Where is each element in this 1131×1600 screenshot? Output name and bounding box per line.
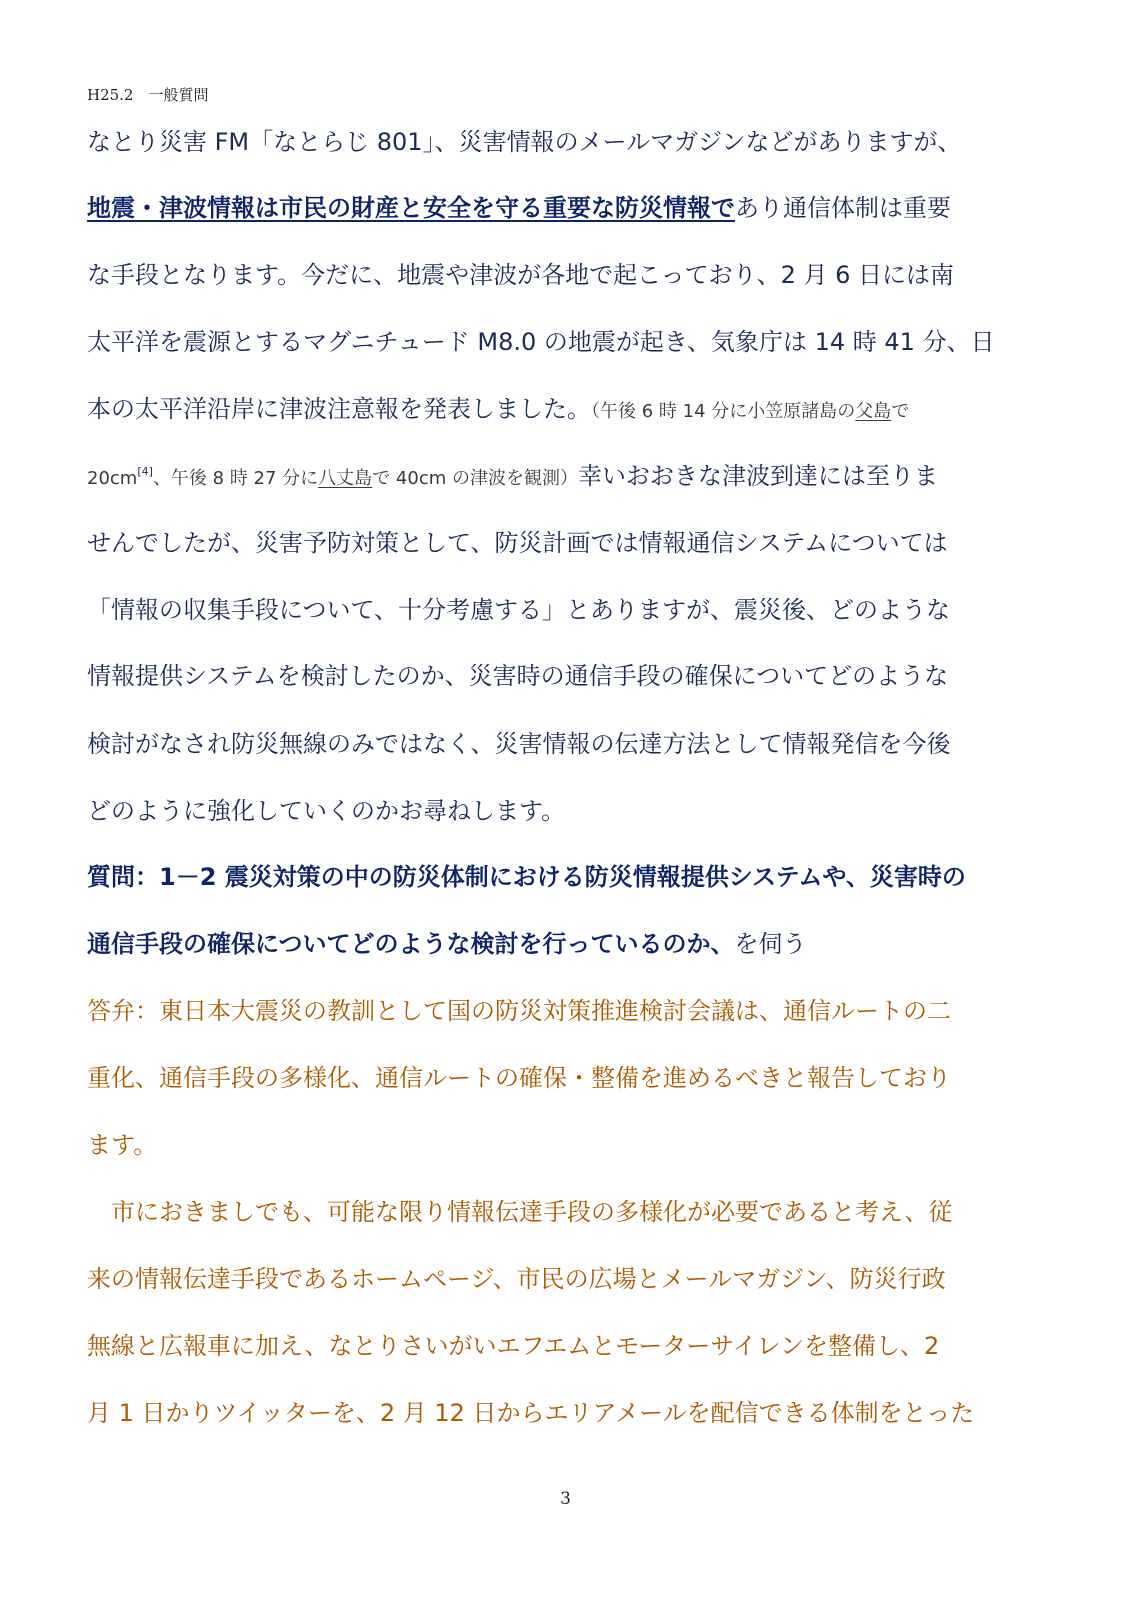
body-line	[87, 193, 1047, 223]
page-number: 3	[560, 1489, 571, 1509]
body-line-text: なとり災害 FM「なとらじ 801」、災害情報のメールマガジンなどがありますが、	[87, 128, 962, 156]
body-line-text: 「情報の収集手段について、十分考慮する」とありますが、震災後、どのような	[87, 596, 951, 624]
body-line	[87, 327, 1047, 357]
body-line	[87, 595, 1047, 625]
body-line-text: 本の太平洋沿岸に津波注意報を発表しました。	[87, 395, 591, 423]
footnote-reference[interactable]: [4]	[137, 465, 153, 478]
body-line-text: 検討がなされ防災無線のみではなく、災害情報の伝達方法として情報発信を今後	[87, 730, 951, 758]
parenthetical-text: （午後 6 時 14 分に小笠原諸島の	[591, 401, 856, 422]
answer-text: 月 1 日かりツイッターを、2 月 12 日からエリアメールを配信できる体制をとった	[87, 1399, 975, 1427]
answer-line	[87, 1331, 1047, 1361]
answer-line	[87, 1398, 1047, 1428]
answer-text: 無線と広報車に加え、なとりさいがいエフエムとモーターサイレンを整備し、2	[87, 1332, 940, 1360]
question-line	[87, 862, 1047, 892]
body-line	[87, 461, 1047, 494]
parenthetical-text: 20cm	[87, 468, 138, 489]
emphasized-text: 地震・津波情報は市民の財産と安全を守る重要な防災情報で	[87, 194, 735, 222]
parenthetical-text: で 40cm の津波を観測）	[372, 468, 578, 489]
question-text: を伺う	[734, 930, 807, 958]
answer-line	[87, 1264, 1047, 1294]
question-text: 通信手段の確保についてどのような検討を行っているのか、	[87, 930, 735, 958]
body-line-text: な手段となります。今だに、地震や津波が各地で起こっており、2 月 6 日には南	[87, 261, 955, 289]
body-line-text: あり通信体制は重要	[735, 194, 951, 222]
body-line	[87, 528, 1047, 558]
parenthetical-text: で	[891, 401, 910, 422]
body-line-text: どのように強化していくのかお尋ねします。	[87, 797, 566, 825]
document-header: H25.2 一般質問	[87, 86, 209, 104]
body-line	[87, 796, 1047, 826]
body-line	[87, 729, 1047, 759]
question-text: 質問：1－2 震災対策の中の防災体制における防災情報提供システムや、災害時の	[87, 863, 966, 891]
answer-line	[87, 1063, 1047, 1093]
answer-text: 答弁：東日本大震災の教訓として国の防災対策推進検討会議は、通信ルートの二	[87, 997, 951, 1025]
body-line	[87, 394, 1047, 427]
question-line	[87, 929, 1047, 959]
answer-line	[87, 1197, 1047, 1227]
answer-text: 来の情報伝達手段であるホームページ、市民の広場とメールマガジン、防災行政	[87, 1265, 946, 1293]
answer-line	[87, 996, 1047, 1026]
parenthetical-text: 、午後 8 時 27 分に	[152, 468, 319, 489]
place-link[interactable]: 父島	[855, 401, 892, 422]
body-line-text: 幸いおおきな津波到達には至りま	[577, 462, 938, 490]
body-line	[87, 127, 1047, 157]
body-line	[87, 661, 1047, 691]
answer-text: 重化、通信手段の多様化、通信ルートの確保・整備を進めるべきと報告しており	[87, 1064, 951, 1092]
body-line-text: 太平洋を震源とするマグニチュード M8.0 の地震が起き、気象庁は 14 時 41 分、日	[87, 328, 995, 356]
answer-text: ます。	[87, 1131, 158, 1159]
place-link[interactable]: 八丈島	[318, 468, 373, 489]
body-line	[87, 260, 1047, 290]
answer-text: 市におきましでも、可能な限り情報伝達手段の多様化が必要であると考え、従	[87, 1198, 953, 1226]
body-line-text: せんでしたが、災害予防対策として、防災計画では情報通信システムについては	[87, 529, 948, 557]
answer-line	[87, 1130, 1047, 1160]
body-line-text: 情報提供システムを検討したのか、災害時の通信手段の確保についてどのような	[87, 662, 949, 690]
